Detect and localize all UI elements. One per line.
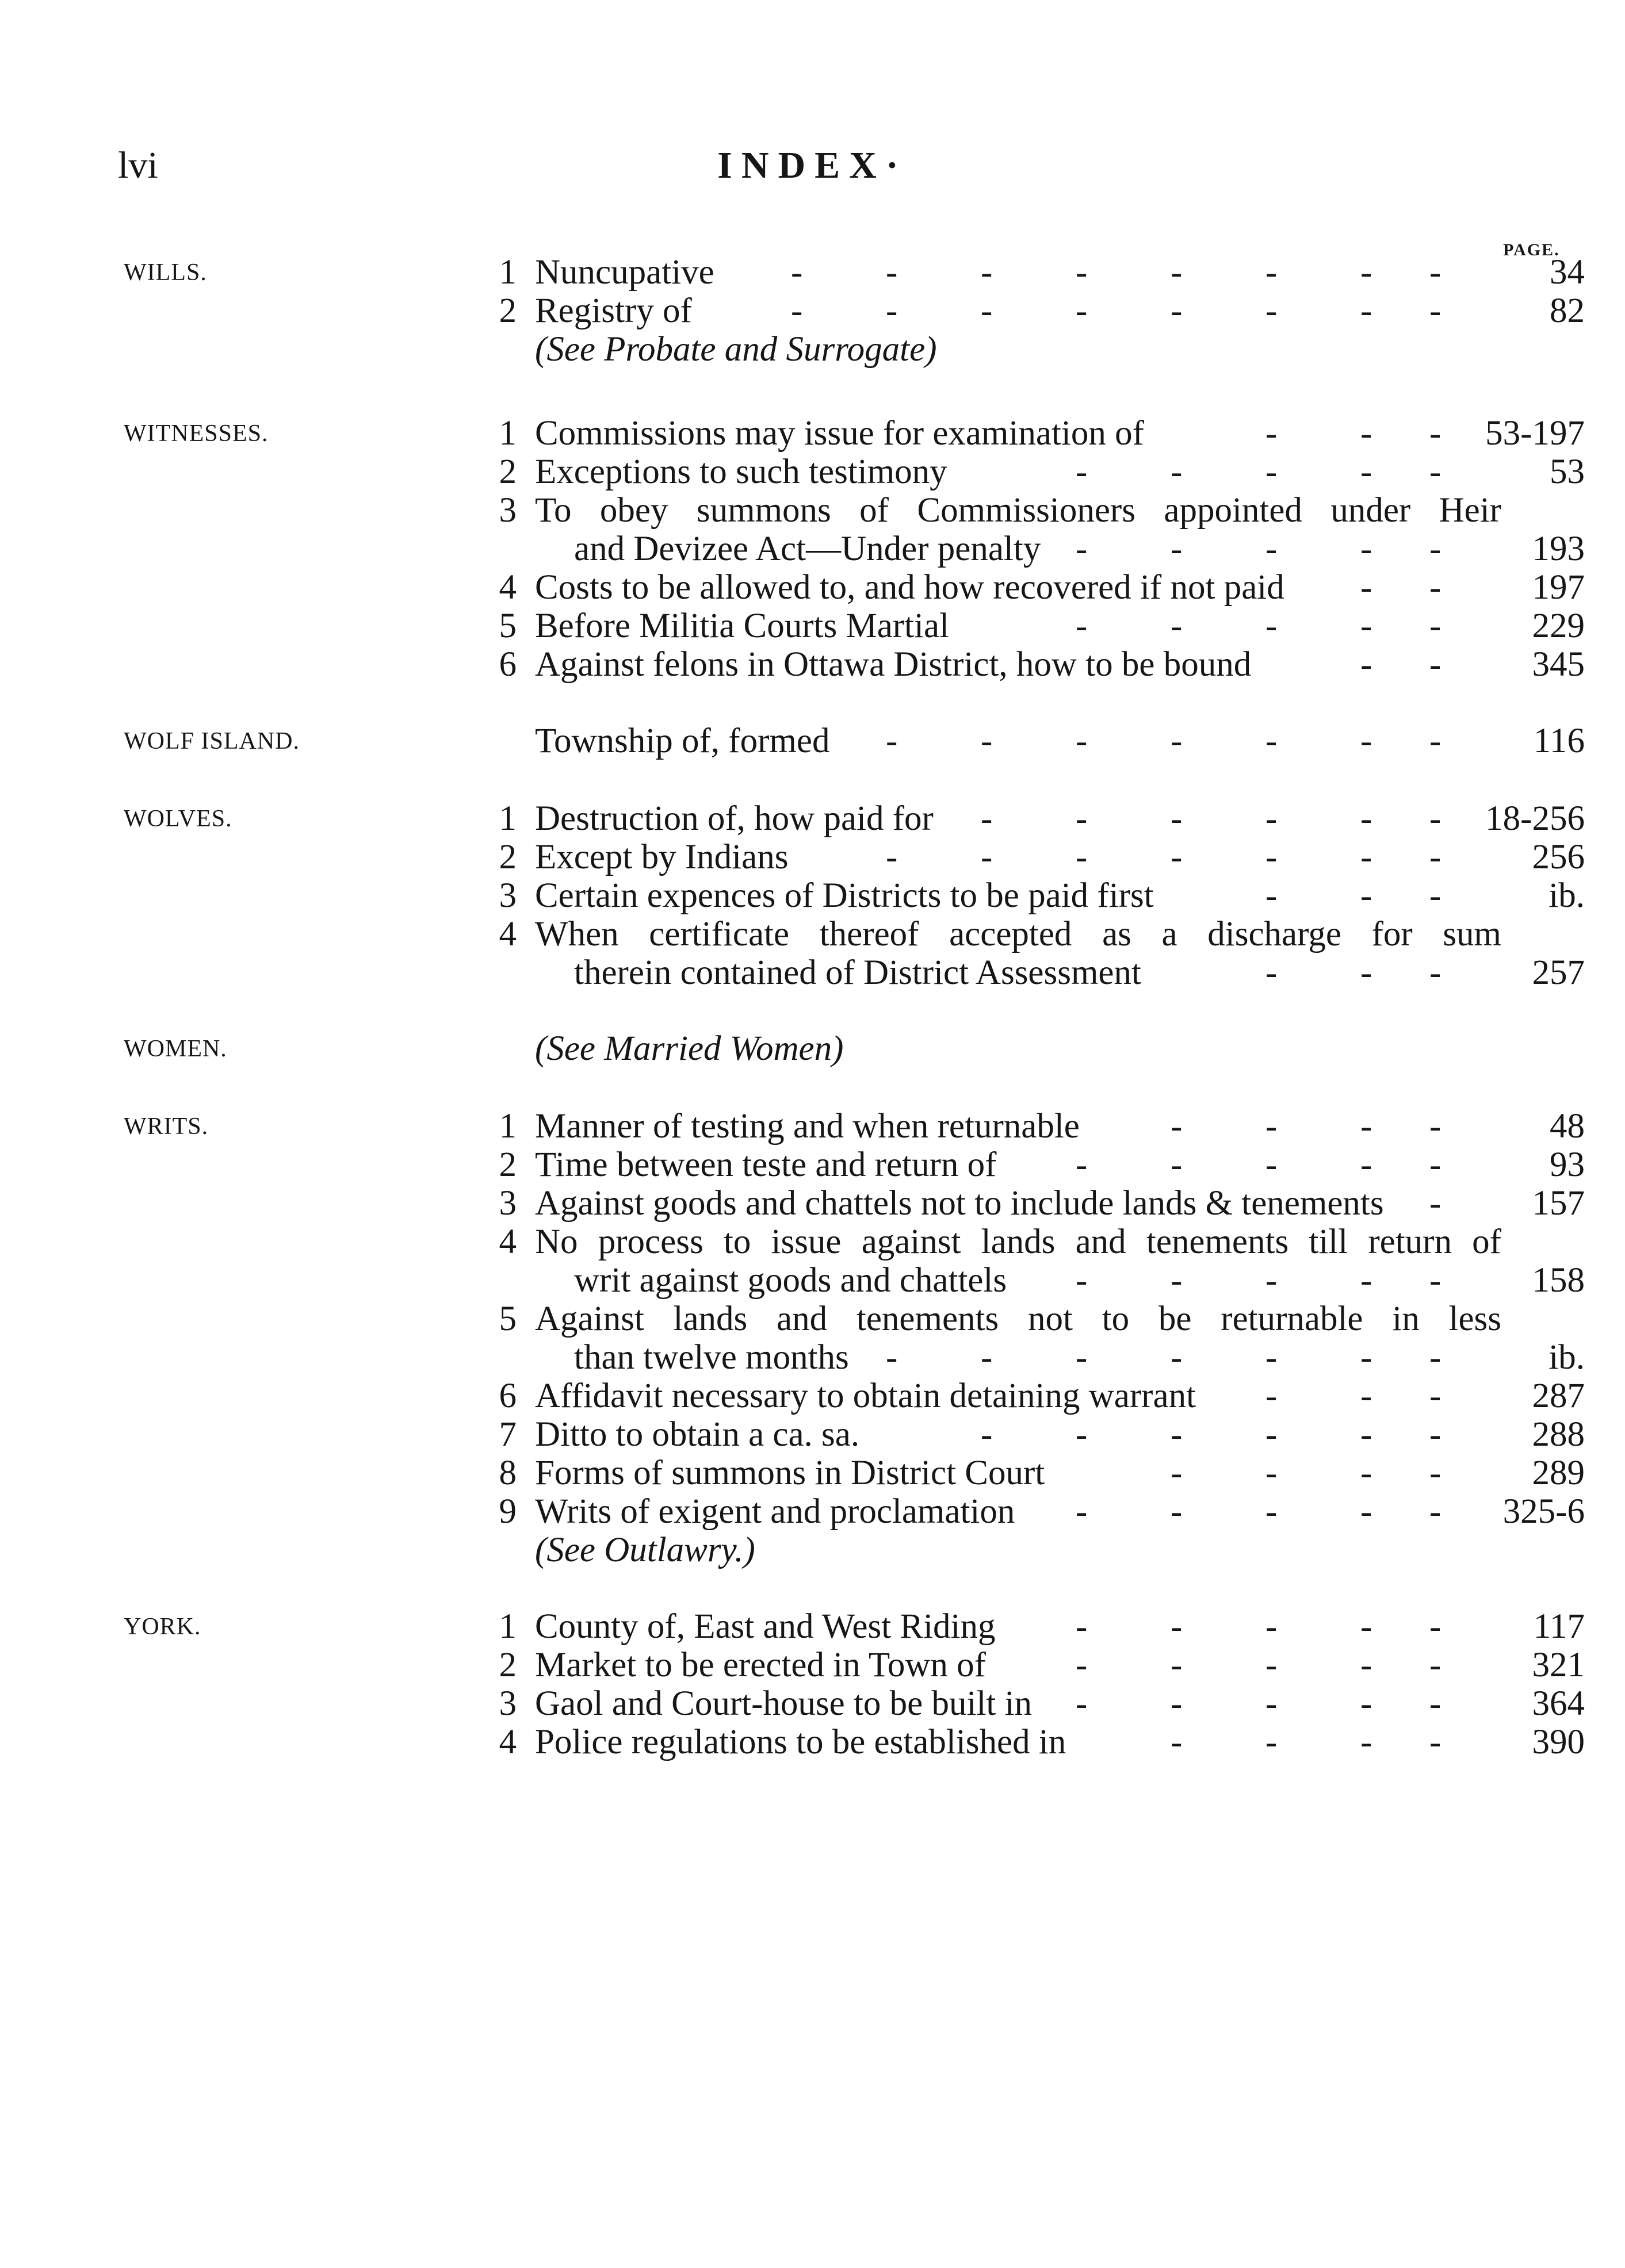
entry-text: Against felons in Ottawa District, how to be bound [535, 645, 1252, 684]
entry-list [0, 1607, 1625, 1761]
entry-line [0, 1531, 1625, 1569]
page-reference: 53 [1550, 453, 1585, 491]
entry-text: Township of, formed [535, 722, 830, 760]
index-entry [0, 292, 1625, 330]
entry-line: 1 Commissions may issue for examination of 53-197 - - - [0, 414, 1625, 453]
entry-text: Gaol and Court-house to be built in [535, 1684, 1033, 1723]
page-reference: 193 [1532, 530, 1585, 568]
entry-text: Against goods and chattels not to include lands & tenements [535, 1184, 1384, 1223]
page-reference: 116 [1533, 722, 1585, 760]
section-heading: WITNESSES. [124, 420, 269, 447]
entry-number: 4 [499, 1723, 517, 1761]
page-reference: 34 [1550, 253, 1585, 292]
page-reference: 325-6 [1502, 1492, 1585, 1531]
page-reference: 390 [1532, 1723, 1585, 1761]
entry-number: 4 [499, 1223, 517, 1261]
index-entry [0, 1415, 1625, 1454]
entry-line: 1 Destruction of, how paid for 18-256 - - - - - - [0, 799, 1625, 838]
entry-text: Affidavit necessary to obtain detaining warrant [535, 1377, 1196, 1415]
entry-number: 6 [499, 1377, 517, 1415]
index-entry [0, 1684, 1625, 1723]
entry-number: 3 [499, 1684, 517, 1723]
index-entry [0, 645, 1625, 684]
index-entry [0, 722, 1625, 760]
entry-text: therein contained of District Assessment [574, 953, 1141, 992]
index-entry [0, 1492, 1625, 1531]
index-entry [0, 1723, 1625, 1761]
entry-line: 3 Gaol and Court-house to be built in 364 - - - - - [0, 1684, 1625, 1723]
page-reference: 321 [1532, 1646, 1585, 1684]
entry-list [0, 1029, 1625, 1068]
index-entry [0, 1646, 1625, 1684]
section-heading: WOMEN. [124, 1036, 227, 1062]
entry-line [0, 1223, 1625, 1261]
folio-number: lvi [118, 144, 158, 186]
entry-text: Forms of summons in District Court [535, 1454, 1045, 1492]
index-entry [0, 491, 1625, 568]
entry-list [0, 253, 1625, 369]
entry-text: Against lands and tenements not to be returnable in less [535, 1300, 1501, 1338]
entry-line: than twelve months ib. - - - - - - - [574, 1338, 1585, 1377]
entry-text: Writs of exigent and proclamation [535, 1492, 1015, 1531]
entry-line: 2 Except by Indians 256 - - - - - - - [0, 838, 1625, 876]
entry-text: No process to issue against lands and tenements till return of [535, 1223, 1501, 1261]
entry-number: 5 [499, 1300, 517, 1338]
page-column-label: PAGE. [1503, 240, 1560, 259]
entry-text: Exceptions to such testimony [535, 453, 947, 491]
entry-line: 9 Writs of exigent and proclamation 325-6 - - - - - [0, 1492, 1625, 1531]
entry-text: Market to be erected in Town of [535, 1646, 986, 1684]
index-entry [0, 876, 1625, 915]
entry-number: 1 [499, 253, 517, 292]
index-entry [0, 915, 1625, 992]
entry-line [0, 330, 1625, 369]
entry-number: 8 [499, 1454, 517, 1492]
entry-text: Time between teste and return of [535, 1146, 997, 1184]
entry-line: 3 Certain expences of Districts to be paid first ib. - - - [0, 876, 1625, 915]
entry-text: Certain expences of Districts to be paid first [535, 876, 1154, 915]
entry-line: 3 Against goods and chattels not to include lands & tenements 157 - [0, 1184, 1625, 1223]
entry-line: 2 Market to be erected in Town of 321 - - - - - [0, 1646, 1625, 1684]
page-reference: 364 [1532, 1684, 1585, 1723]
page-reference: 117 [1533, 1607, 1585, 1646]
entry-line: 6 Against felons in Ottawa District, how to be bound 345 - - [0, 645, 1625, 684]
index-entry [0, 253, 1625, 292]
entry-number: 1 [499, 1107, 517, 1146]
entry-text: When certificate thereof accepted as a discharge for sum [535, 915, 1501, 953]
entry-line [0, 1029, 1625, 1068]
index-entry [0, 1454, 1625, 1492]
entry-line: 7 Ditto to obtain a ca. sa. 288 - - - - - - [0, 1415, 1625, 1454]
entry-text: Registry of [535, 292, 692, 330]
index-entry [0, 1377, 1625, 1415]
entry-line: 4 Police regulations to be established in 390 - - - - [0, 1723, 1625, 1761]
cross-reference-entry [0, 330, 1625, 369]
index-entry [0, 1184, 1625, 1223]
section-heading: WOLVES. [124, 806, 232, 832]
page-reference: 256 [1532, 838, 1585, 876]
page-reference: 288 [1532, 1415, 1585, 1454]
entry-text: Ditto to obtain a ca. sa. [535, 1415, 860, 1454]
entry-number: 7 [499, 1415, 517, 1454]
index-entry [0, 799, 1625, 838]
entry-number: 1 [499, 1607, 517, 1646]
index-entry [0, 1223, 1625, 1300]
entry-number: 3 [499, 876, 517, 915]
entry-number: 1 [499, 414, 517, 453]
page-reference: 53-197 [1485, 414, 1585, 453]
page-reference: 158 [1532, 1261, 1585, 1300]
entry-line: 2 Exceptions to such testimony 53 - - - - - [0, 453, 1625, 491]
page-reference: ib. [1548, 876, 1585, 915]
page-reference: ib. [1548, 1338, 1585, 1377]
page-reference: 93 [1550, 1146, 1585, 1184]
entry-line: 8 Forms of summons in District Court 289 - - - - [0, 1454, 1625, 1492]
index-entry [0, 453, 1625, 491]
entry-line: 4 Costs to be allowed to, and how recovered if not paid 197 - - [0, 568, 1625, 607]
entry-line [0, 491, 1625, 530]
index-entry [0, 568, 1625, 607]
entry-number: 4 [499, 568, 517, 607]
page-reference: 157 [1532, 1184, 1585, 1223]
entry-text: Police regulations to be established in [535, 1723, 1066, 1761]
entry-text: (See Outlawry.) [535, 1531, 755, 1569]
index-entry [0, 414, 1625, 453]
section-heading: WRITS. [124, 1113, 209, 1140]
entry-line: 5 Before Militia Courts Martial 229 - - - - - [0, 607, 1625, 645]
entry-list [0, 1107, 1625, 1569]
entry-line: 2 Time between teste and return of 93 - - - - - [0, 1146, 1625, 1184]
entry-line: and Devizee Act—Under penalty 193 - - - - - [574, 530, 1585, 568]
entry-number: 1 [499, 799, 517, 838]
entry-text: Costs to be allowed to, and how recovered if not paid [535, 568, 1284, 607]
entry-number: 9 [499, 1492, 517, 1531]
cross-reference-entry [0, 1531, 1625, 1569]
entry-line: therein contained of District Assessment 257 - - - [574, 953, 1585, 992]
entry-line: 6 Affidavit necessary to obtain detaining warrant 287 - - - [0, 1377, 1625, 1415]
page-reference: 48 [1550, 1107, 1585, 1146]
entry-text: To obey summons of Commissioners appointed under Heir [535, 491, 1501, 530]
entry-text: Commissions may issue for examination of [535, 414, 1144, 453]
entry-text: (See Probate and Surrogate) [535, 330, 937, 369]
entry-line: 1 Nuncupative 34 - - - - - - - - [0, 253, 1625, 292]
entry-number: 2 [499, 453, 517, 491]
entry-number: 3 [499, 491, 517, 530]
entry-text: than twelve months [574, 1338, 849, 1377]
entry-text: Nuncupative [535, 253, 714, 292]
index-entry [0, 1300, 1625, 1377]
section-heading: WOLF ISLAND. [124, 728, 300, 754]
index-entry [0, 1607, 1625, 1646]
running-head-title: INDEX· [717, 144, 908, 186]
page-reference: 345 [1532, 645, 1585, 684]
section-heading: YORK. [124, 1614, 201, 1640]
page-reference: 82 [1550, 292, 1585, 330]
entry-text: writ against goods and chattels [574, 1261, 1007, 1300]
entry-list [0, 722, 1625, 760]
cross-reference-entry [0, 1029, 1625, 1068]
entry-text: and Devizee Act—Under penalty [574, 530, 1041, 568]
entry-list [0, 799, 1625, 992]
entry-text: Except by Indians [535, 838, 789, 876]
entry-number: 5 [499, 607, 517, 645]
index-entry [0, 607, 1625, 645]
index-entry [0, 1107, 1625, 1146]
entry-text: County of, East and West Riding [535, 1607, 996, 1646]
entry-line: writ against goods and chattels 158 - - - - - [574, 1261, 1585, 1300]
section-heading: WILLS. [124, 259, 207, 286]
entry-text: (See Married Women) [535, 1029, 844, 1068]
entry-number: 6 [499, 645, 517, 684]
entry-number: 2 [499, 1646, 517, 1684]
entry-text: Destruction of, how paid for [535, 799, 934, 838]
page-reference: 229 [1532, 607, 1585, 645]
entry-number: 4 [499, 915, 517, 953]
entry-line [0, 1300, 1625, 1338]
page-reference: 257 [1532, 953, 1585, 992]
index-entry [0, 838, 1625, 876]
entry-number: 2 [499, 292, 517, 330]
entry-line: 1 Manner of testing and when returnable 48 - - - - [0, 1107, 1625, 1146]
entry-line: 2 Registry of 82 - - - - - - - - [0, 292, 1625, 330]
entry-text: Before Militia Courts Martial [535, 607, 949, 645]
entry-list [0, 414, 1625, 684]
entry-number: 2 [499, 838, 517, 876]
entry-number: 2 [499, 1146, 517, 1184]
index-entry [0, 1146, 1625, 1184]
entry-text: Manner of testing and when returnable [535, 1107, 1080, 1146]
entry-line: 1 County of, East and West Riding 117 - - - - - [0, 1607, 1625, 1646]
page-reference: 197 [1532, 568, 1585, 607]
entry-number: 3 [499, 1184, 517, 1223]
page-reference: 289 [1532, 1454, 1585, 1492]
entry-line [0, 915, 1625, 953]
entry-line: Township of, formed 116 - - - - - - - [535, 722, 1585, 760]
page-reference: 18-256 [1485, 799, 1585, 838]
page-reference: 287 [1532, 1377, 1585, 1415]
